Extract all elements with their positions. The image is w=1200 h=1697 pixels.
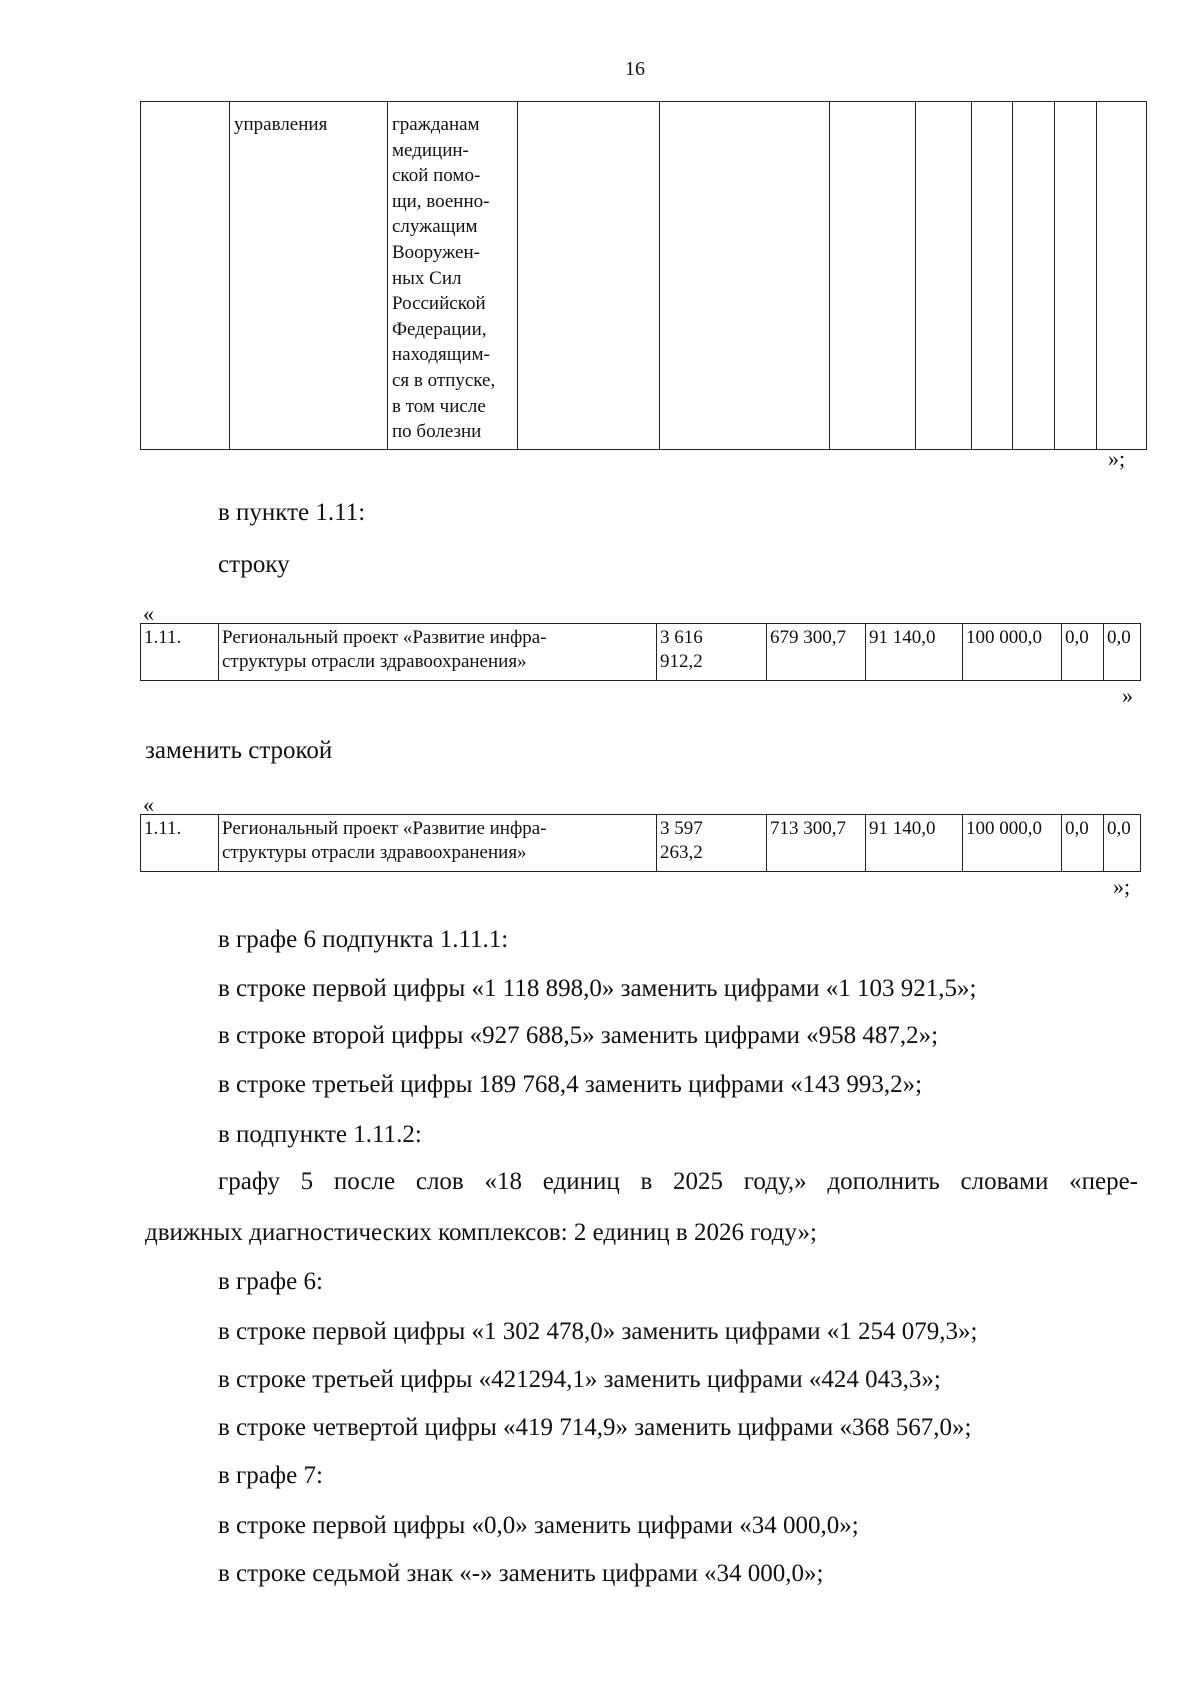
paragraph: в графе 7: <box>218 1462 323 1489</box>
table-row <box>141 815 1141 872</box>
cell-line: щи, военно- <box>392 190 490 212</box>
page-number: 16 <box>625 58 645 80</box>
paragraph: в строке второй цифры «927 688,5» заменить цифрами «958 487,2»; <box>218 1022 939 1049</box>
paragraph: в строке третьей цифры «421294,1» заменить цифрами «424 043,3»; <box>218 1366 941 1393</box>
table-row <box>141 102 1147 450</box>
cell-line: гражданам <box>392 114 480 135</box>
cell-line: служащим <box>392 216 478 238</box>
table-cell <box>1097 102 1147 450</box>
opening-quote: « <box>143 792 154 817</box>
table-cell <box>972 102 1013 450</box>
value-cell: 100 000,0 <box>963 624 1062 681</box>
table-row <box>141 624 1141 681</box>
cell-line: 3 616 <box>660 627 703 648</box>
cell-line: ской помо- <box>392 165 481 187</box>
paragraph: в строке первой цифры «1 302 478,0» заменить цифрами «1 254 079,3»; <box>218 1318 978 1345</box>
paragraph: в подпункте 1.11.2: <box>218 1121 422 1148</box>
cell-line: Региональный проект «Развитие инфра- <box>222 818 547 839</box>
closing-quote: »; <box>1113 874 1131 899</box>
project-name-cell <box>219 815 657 872</box>
cell-line: Вооружен- <box>392 241 480 263</box>
cell-line: структуры отрасли здравоохранения» <box>222 651 527 672</box>
cell-line: медицин- <box>392 139 469 161</box>
cell-line: по болезни <box>392 421 482 443</box>
value-cell: 0,0 <box>1062 815 1104 872</box>
paragraph: в графе 6 подпункта 1.11.1: <box>218 926 509 953</box>
cell-line: ся в отпуске, <box>392 369 496 391</box>
paragraph: в строке четвертой цифры «419 714,9» заменить цифрами «368 567,0»; <box>218 1414 972 1441</box>
total-cell <box>657 624 767 681</box>
table-cell <box>1013 102 1055 450</box>
paragraph: в пункте 1.11: <box>218 499 366 526</box>
cell-line: 263,2 <box>660 842 703 863</box>
table-cell <box>518 102 660 450</box>
paragraph: строку <box>218 551 290 578</box>
cell-line: ных Сил <box>392 267 462 289</box>
closing-quote: »; <box>1108 446 1126 471</box>
table-cell <box>1055 102 1097 450</box>
value-cell: 91 140,0 <box>866 815 963 872</box>
paragraph: в строке первой цифры «0,0» заменить цифрами «34 000,0»; <box>218 1512 859 1539</box>
table-cell <box>141 102 230 450</box>
cell-line: структуры отрасли здравоохранения» <box>222 842 527 863</box>
opening-quote: « <box>143 601 154 626</box>
table-cell <box>916 102 972 450</box>
paragraph: графу 5 после слов «18 единиц в 2025 году,» дополнить словами «пере- <box>218 1168 1138 1195</box>
value-cell: 0,0 <box>1104 624 1141 681</box>
cell-text: управления <box>234 114 328 135</box>
value-cell: 0,0 <box>1104 815 1141 872</box>
cell-line: Региональный проект «Развитие инфра- <box>222 627 547 648</box>
value-cell: 91 140,0 <box>866 624 963 681</box>
paragraph: движных диагностических комплексов: 2 единиц в 2026 году»; <box>145 1219 817 1246</box>
row-number-cell: 1.11. <box>141 624 219 681</box>
cell-line: 3 597 <box>660 818 703 839</box>
paragraph: в строке седьмой знак «-» заменить цифрами «34 000,0»; <box>218 1560 824 1587</box>
paragraph: в строке третьей цифры 189 768,4 заменить цифрами «143 993,2»; <box>218 1071 923 1098</box>
value-cell: 0,0 <box>1062 624 1104 681</box>
closing-quote: » <box>1122 683 1133 708</box>
new-row-table <box>140 814 1141 872</box>
cell-line: Федерации, <box>392 318 487 340</box>
continuation-table <box>140 101 1147 450</box>
paragraph: в строке первой цифры «1 118 898,0» заменить цифрами «1 103 921,5»; <box>218 975 977 1002</box>
table-cell <box>230 102 388 450</box>
table-cell <box>388 102 518 450</box>
table-cell <box>660 102 830 450</box>
cell-line: находящим- <box>392 344 490 366</box>
total-cell <box>657 815 767 872</box>
cell-line: 912,2 <box>660 651 703 672</box>
cell-line: Российской <box>392 293 486 315</box>
table-cell <box>830 102 916 450</box>
row-number-cell: 1.11. <box>141 815 219 872</box>
paragraph: заменить строкой <box>145 737 333 764</box>
cell-line: в том числе <box>392 395 486 417</box>
paragraph: в графе 6: <box>218 1268 323 1295</box>
value-cell: 713 300,7 <box>767 815 866 872</box>
value-cell: 679 300,7 <box>767 624 866 681</box>
value-cell: 100 000,0 <box>963 815 1062 872</box>
old-row-table <box>140 623 1141 681</box>
project-name-cell <box>219 624 657 681</box>
